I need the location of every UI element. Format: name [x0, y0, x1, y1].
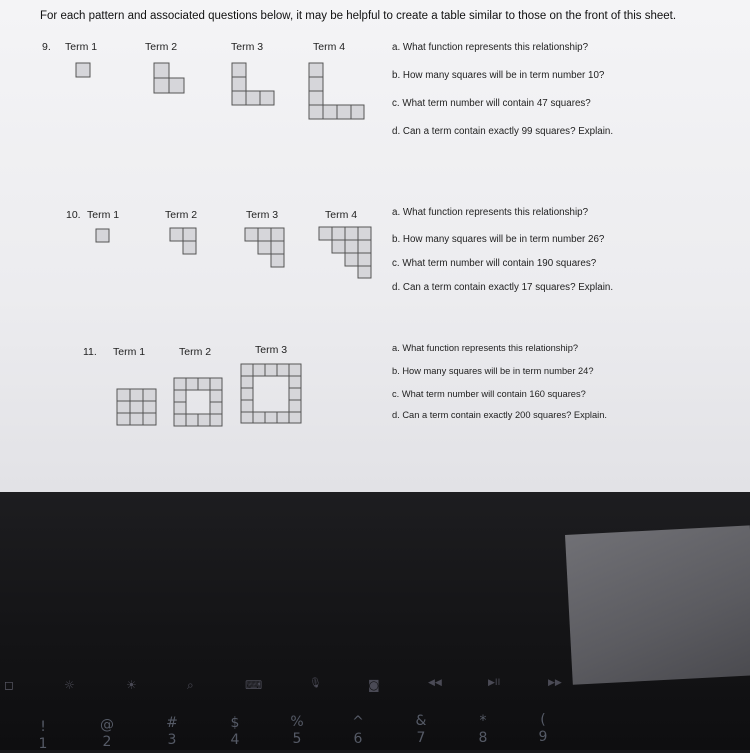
problem-10-term-2-label: Term 2 — [165, 209, 198, 221]
key-1-top: ! — [40, 719, 46, 735]
keyboard-icon[interactable]: ⌨ — [245, 678, 263, 692]
problem-9-term-1-label: Term 1 — [65, 41, 98, 53]
key-1[interactable] — [28, 719, 58, 753]
play-pause-icon[interactable]: ▶II — [488, 678, 501, 688]
key-6-top: ^ — [352, 714, 364, 730]
problem-9-term-4-label: Term 4 — [313, 41, 346, 53]
problem-9-question-d: d. Can a term contain exactly 99 squares? Explain. — [392, 126, 614, 137]
problem-10-question-b: b. How many squares will be in term number 26? — [392, 234, 605, 245]
key-6-bottom: 6 — [353, 731, 363, 747]
key-3-top: # — [166, 715, 178, 731]
problem-10-term-4-figure — [318, 226, 374, 280]
problem-11-number: 11. — [83, 346, 97, 358]
problem-10-question-c: c. What term number will contain 190 squares? — [392, 258, 597, 269]
key-2-bottom: 2 — [102, 734, 112, 750]
problem-10-term-4-label: Term 4 — [325, 209, 358, 221]
problem-9-question-a: a. What function represents this relationship? — [392, 42, 589, 53]
problem-9-term-1-figure — [75, 62, 93, 80]
key-4-top: $ — [230, 715, 240, 731]
problem-10-term-3-figure — [244, 227, 288, 269]
key-7[interactable] — [406, 713, 436, 747]
instruction-text: For each pattern and associated questions below, it may be helpful to create a table similar to those on the front of this sheet. — [40, 10, 677, 22]
key-7-top: & — [415, 713, 427, 729]
problem-9-term-3-label: Term 3 — [231, 41, 264, 53]
key-5-top: % — [290, 714, 304, 730]
problem-9-term-3-figure — [231, 62, 277, 108]
key-4[interactable] — [220, 715, 250, 749]
search-icon[interactable]: ⌕ — [187, 678, 194, 692]
problem-9-term-2-label: Term 2 — [145, 41, 178, 53]
key-2-top: @ — [100, 717, 114, 733]
key-4-bottom: 4 — [230, 732, 240, 748]
number-key-row — [0, 705, 750, 750]
key-9-bottom: 9 — [538, 729, 548, 745]
problem-9-question-b: b. How many squares will be in term number 10? — [392, 70, 605, 81]
problem-9-question-c: c. What term number will contain 47 squares? — [392, 98, 591, 109]
problem-9-term-4-figure — [308, 62, 366, 122]
camera-icon[interactable]: ◙ — [368, 678, 380, 692]
key-3-bottom: 3 — [167, 732, 177, 748]
key-9-top: ( — [540, 712, 546, 728]
function-key-row — [0, 672, 750, 702]
key-8-bottom: 8 — [478, 730, 488, 746]
problem-9-term-2-figure — [153, 62, 187, 96]
problem-11-question-c: c. What term number will contain 160 squares? — [392, 389, 586, 399]
problem-11-term-2-figure — [173, 377, 225, 427]
problem-10-question-d: d. Can a term contain exactly 17 squares? Explain. — [392, 282, 614, 293]
problem-9-number: 9. — [42, 41, 51, 53]
key-8[interactable] — [468, 713, 498, 747]
problem-10-term-1-label: Term 1 — [87, 209, 120, 221]
key-1-bottom: 1 — [38, 736, 48, 752]
rewind-icon[interactable]: ◀◀ — [428, 678, 442, 688]
problem-10-question-a: a. What function represents this relationship? — [392, 207, 589, 218]
problem-11-term-3-label: Term 3 — [255, 344, 288, 356]
problem-11-term-1-label: Term 1 — [113, 346, 146, 358]
problem-10-term-1-figure — [95, 228, 111, 244]
problem-11-term-3-figure — [240, 363, 306, 425]
key-9[interactable] — [528, 712, 558, 746]
power-icon[interactable]: ◻ — [4, 678, 14, 692]
key-5[interactable] — [282, 714, 312, 748]
key-5-bottom: 5 — [292, 731, 302, 747]
brightness-up-icon[interactable]: ☀ — [126, 678, 137, 692]
problem-11-question-b: b. How many squares will be in term number 24? — [392, 366, 594, 376]
problem-10-term-2-figure — [169, 227, 199, 257]
problem-11-question-d: d. Can a term contain exactly 200 squares? Explain. — [392, 410, 607, 420]
key-6[interactable] — [343, 714, 373, 748]
gray-cloth — [565, 525, 750, 684]
microphone-icon[interactable]: 🎙 — [309, 678, 322, 689]
problem-11-term-1-figure — [116, 388, 158, 428]
problem-11-question-a: a. What function represents this relationship? — [392, 343, 579, 353]
key-7-bottom: 7 — [416, 730, 426, 746]
key-2[interactable] — [92, 717, 122, 751]
fast-forward-icon[interactable]: ▶▶ — [548, 678, 562, 688]
problem-10-term-3-label: Term 3 — [246, 209, 279, 221]
key-8-top: * — [479, 713, 487, 729]
key-3[interactable] — [157, 715, 187, 749]
problem-10-number: 10. — [66, 209, 81, 221]
problem-11-term-2-label: Term 2 — [179, 346, 212, 358]
brightness-down-icon[interactable]: ☼ — [64, 678, 75, 692]
